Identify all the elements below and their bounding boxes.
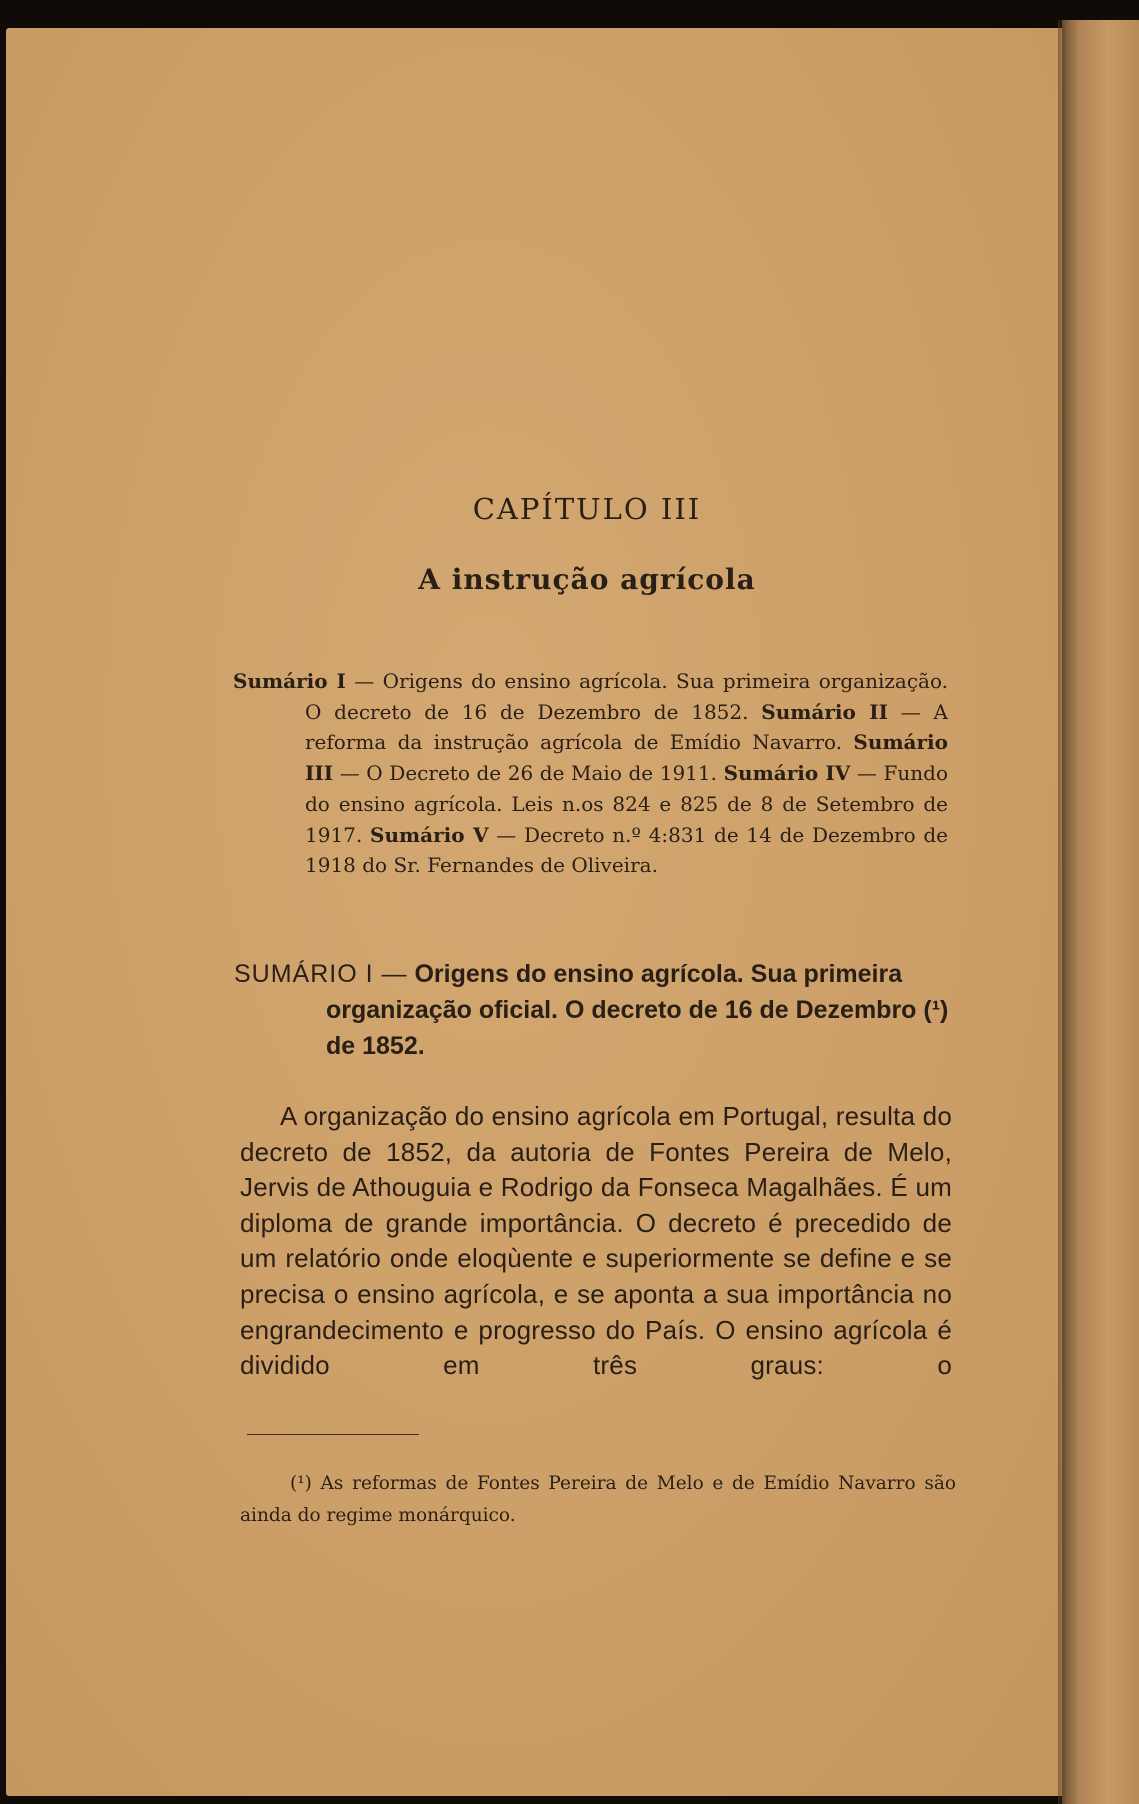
summary-text-5: — Decreto n.º 4:831 de 14 de Dezembro de 1918 do Sr. Fernandes de Oliveira. — [305, 822, 948, 878]
summary-text-2: — A reforma da instrução agrícola de Emídio Navarro. — [305, 699, 948, 755]
summary-label-4: Sumário IV — [723, 761, 851, 786]
section-lead: SUMÁRIO I — — [234, 960, 408, 988]
chapter-title: CAPÍTULO III — [472, 492, 702, 526]
footnote-text: As reformas de Fontes Pereira de Melo e de Emídio Navarro são ainda do regime monárquico. — [240, 1473, 956, 1526]
summary-text-3: — O Decreto de 26 de Maio de 1911. — [333, 761, 724, 786]
summary-label-1: Sumário I — [233, 669, 346, 693]
section-footnote-ref: (¹) — [923, 996, 949, 1024]
footnote-divider — [247, 1434, 419, 1435]
summary-text-1: — Origens do ensino agrícola. Sua primeira organização. O decreto de 16 de Dezembro de 1852. — [305, 669, 948, 724]
section-heading — [234, 956, 952, 1064]
chapter-subtitle: A instrução agrícola — [418, 563, 756, 596]
summary-label-2: Sumário II — [761, 699, 888, 724]
section-title-b: de 1852. — [326, 1032, 425, 1060]
footnote — [240, 1468, 956, 1532]
page-fold-shadow — [1058, 20, 1068, 1804]
chapter-summary — [233, 666, 948, 881]
adjacent-page-edge — [1062, 20, 1139, 1804]
summary-text-4: — Fundo do ensino agrícola. Leis n.os 824 e 825 de 8 de Setembro de 1917. — [305, 761, 948, 847]
body-paragraph: A organização do ensino agrícola em Portugal, resulta do decreto de 1852, da autoria de Fontes Pereira de Melo, Jervis de Athouguia e Rodrigo da Fonseca Magalhães. É um diploma de grande importância. O decreto é precedido de um relatório onde eloqùente e superiormente se define e se precisa o ensino agrícola, e se aponta a sua importância no engrandecimento e progresso do País. O ensino agrícola é dividido em três graus: o — [240, 1101, 952, 1381]
summary-label-5: Sumário V — [370, 822, 489, 847]
summary-label-3: Sumário III — [305, 730, 948, 786]
section-title-a: Origens do ensino agrícola. Sua primeira organização oficial. O decreto de 16 de Dezembro — [326, 960, 924, 1024]
body-text — [240, 1099, 952, 1384]
footnote-marker: (¹) — [290, 1473, 312, 1494]
